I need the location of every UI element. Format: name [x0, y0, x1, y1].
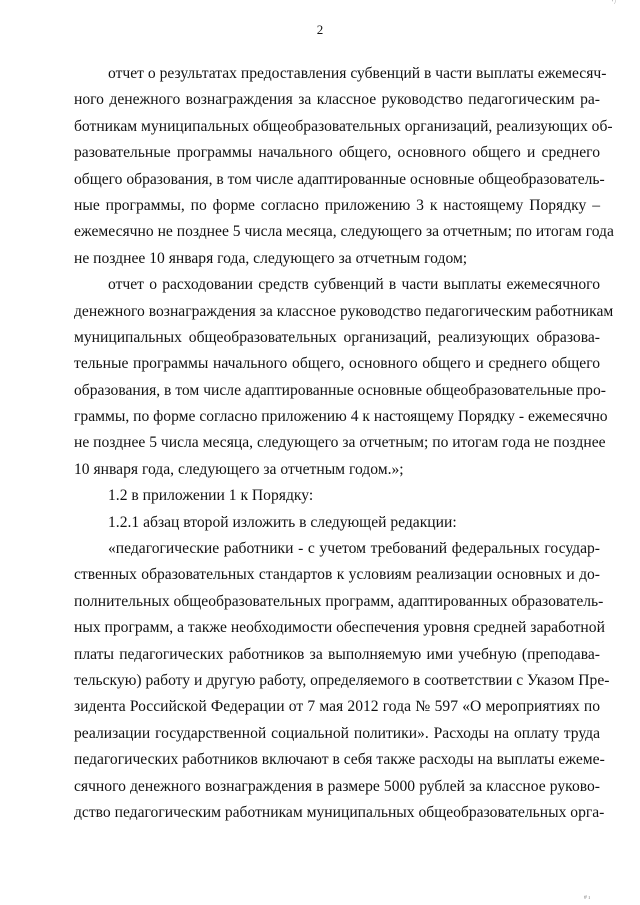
text-line: дство педагогическим работникам муниципальных общеобразовательных орга-: [74, 803, 605, 821]
text-line: ного денежного вознаграждения за классное руководство педагогическим ра-: [74, 91, 600, 109]
text-line: ботникам муниципальных общеобразовательных организаций, реализующих об-: [74, 117, 613, 135]
text-line: тельные программы начального общего, основного общего и среднего общего: [74, 355, 600, 373]
text-line: педагогических работников включают в себя также расходы на выплаты ежеме-: [74, 751, 605, 769]
text-line: не позднее 5 числа месяца, следующего за отчетным; по итогам года не позднее: [74, 434, 606, 452]
text-line: зидента Российской Федерации от 7 мая 2012 года № 597 «О мероприятиях по: [74, 698, 600, 716]
text-line: граммы, по форме согласно приложению 4 к настоящему Порядку - ежемесячно: [74, 408, 608, 426]
text-line: денежного вознаграждения за классное руководство педагогическим работникам: [74, 302, 614, 320]
document-body: [74, 61, 614, 826]
text-line: сячного денежного вознаграждения в размере 5000 рублей за классное руково-: [74, 777, 600, 795]
text-line: образования, в том числе адаптированные основные общеобразовательные про-: [74, 381, 606, 399]
text-line: ежемесячно не позднее 5 числа месяца, следующего за отчетным; по итогам года: [74, 223, 614, 241]
text-line: ственных образовательных стандартов к условиям реализации основных и до-: [74, 566, 600, 584]
text-line: не позднее 10 января года, следующего за отчетным годом;: [74, 249, 468, 267]
text-line: разовательные программы начального общего, основного общего и среднего: [74, 144, 600, 162]
text-line: ные программы, по форме согласно приложению 3 к настоящему Порядку –: [74, 196, 600, 214]
text-line: 1.2 в приложении 1 к Порядку:: [108, 487, 314, 505]
text-line: тельскую) работу и другую работу, определяемого в соответствии с Указом Пре-: [74, 671, 610, 689]
footer-mark: # ı: [583, 895, 590, 901]
text-line: 10 января года, следующего за отчетным годом.»;: [74, 460, 404, 478]
text-line: ных программ, а также необходимости обеспечения уровня средней заработной: [74, 619, 605, 637]
text-line: реализации государственной социальной политики». Расходы на оплату труда: [74, 724, 600, 742]
page-number: 2: [316, 22, 324, 37]
corner-mark: ' /: [611, 0, 616, 6]
text-line: муниципальных общеобразовательных организаций, реализующих образова-: [74, 328, 600, 346]
text-line: отчет о результатах предоставления субвенций в части выплаты ежемесяч-: [108, 65, 607, 82]
text-line: полнительных общеобразовательных программ, адаптированных образователь-: [74, 592, 604, 610]
text-line: 1.2.1 абзац второй изложить в следующей редакции:: [108, 513, 457, 531]
text-line: отчет о расходовании средств субвенций в части выплаты ежемесячного: [108, 276, 600, 294]
text-line: «педагогические работники - с учетом требований федеральных государ-: [108, 540, 600, 558]
text-line: платы педагогических работников за выполняемую ими учебную (преподава-: [74, 645, 600, 663]
text-line: общего образования, в том числе адаптированные основные общеобразователь-: [74, 170, 605, 188]
